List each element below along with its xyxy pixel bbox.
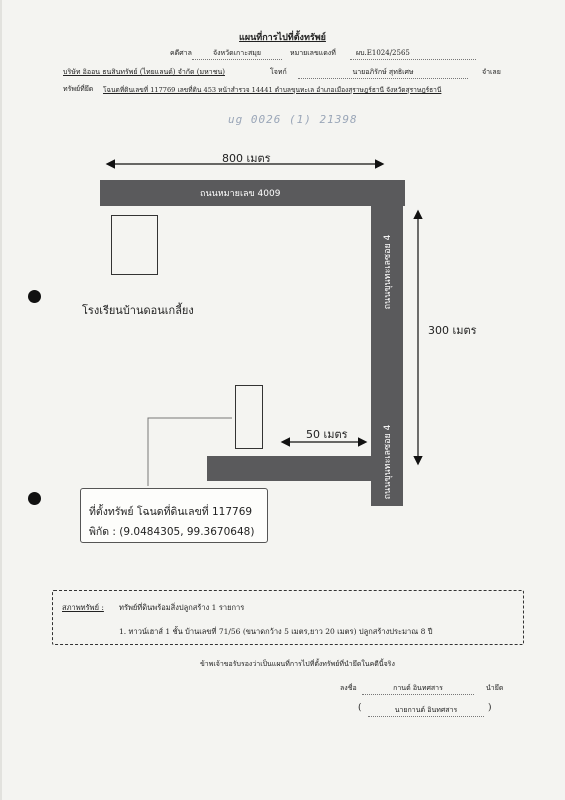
property-plot — [235, 385, 263, 449]
sign-role: นำยึด — [486, 684, 504, 692]
condition-label: สภาพทรัพย์ : — [62, 603, 104, 612]
certification-text: ข้าพเจ้าขอรับรองว่าเป็นแผนที่การไปที่ตั้งทรัพย์ที่นำยึดในคดีนี้จริง — [200, 660, 395, 668]
sign-label: ลงชื่อ — [340, 684, 357, 692]
callout-coordinates: พิกัด : (9.0484305, 99.3670648) — [89, 526, 255, 538]
plaintiff-value: บริษัท อิออน ธนสินทรัพย์ (ไทยแลนด์) จำกัด (มหาชน) — [63, 68, 225, 76]
paren-open: ( — [358, 703, 362, 713]
callout-title: ที่ตั้งทรัพย์ โฉนดที่ดินเลขที่ 117769 — [89, 506, 253, 518]
defendant-suffix: จำเลย — [482, 68, 501, 76]
printed-name: นายกานต์ อินทศสาร — [368, 705, 484, 717]
case-value: ผบ.E1024/2565 — [350, 48, 476, 60]
road-4009-label: ถนนหมายเลข 4009 — [200, 189, 281, 199]
school-label: โรงเรียนบ้านดอนเกลี้ยง — [82, 304, 194, 317]
school-plot — [111, 215, 158, 275]
case-label: หมายเลขแดงที่ — [290, 49, 336, 57]
road-v1-label: ถนนขุนทะเลซอย 4 — [383, 234, 393, 310]
property-label: ทรัพย์ที่ยึด — [63, 85, 94, 93]
property-callout — [80, 488, 268, 543]
court-value: จังหวัดเกาะสมุย — [192, 48, 282, 60]
distance-label-300: 300 เมตร — [428, 324, 477, 337]
court-label: คดีศาล — [170, 49, 192, 57]
road-branch — [207, 456, 372, 481]
document-title: แผนที่การไปที่ตั้งทรัพย์ — [239, 33, 326, 43]
property-value: โฉนดที่ดินเลขที่ 117769 เลขที่ดิน 453 หน้าสำรวจ 14441 ตำบลขุนทะเล อำเภอเมืองสุราษฎร์ธานี จังหวัดสุราษฎร์ธานี — [103, 86, 442, 94]
defendant-value: นายอภิรักษ์ สุทธิเศษ — [298, 67, 468, 79]
signature-name: กานต์ อินทศสาร — [362, 683, 474, 695]
condition-line2: 1. ทาวน์เฮาส์ 1 ชั้น บ้านเลขที่ 71/56 (ขนาดกว้าง 5 เมตร,ยาว 20 เมตร) ปลูกสร้างประมาณ 8 ปี — [119, 627, 433, 636]
paren-close: ) — [488, 703, 492, 713]
distance-label-50: 50 เมตร — [306, 428, 348, 441]
handwritten-note: ug 0026 (1) 21398 — [228, 113, 358, 126]
road-v2-label: ถนนขุนทะเลซอย 4 — [383, 424, 393, 500]
plaintiff-suffix: โจทก์ — [270, 68, 287, 76]
distance-label-800: 800 เมตร — [222, 152, 271, 165]
condition-line1: ทรัพย์ที่ดินพร้อมสิ่งปลูกสร้าง 1 รายการ — [119, 603, 245, 612]
